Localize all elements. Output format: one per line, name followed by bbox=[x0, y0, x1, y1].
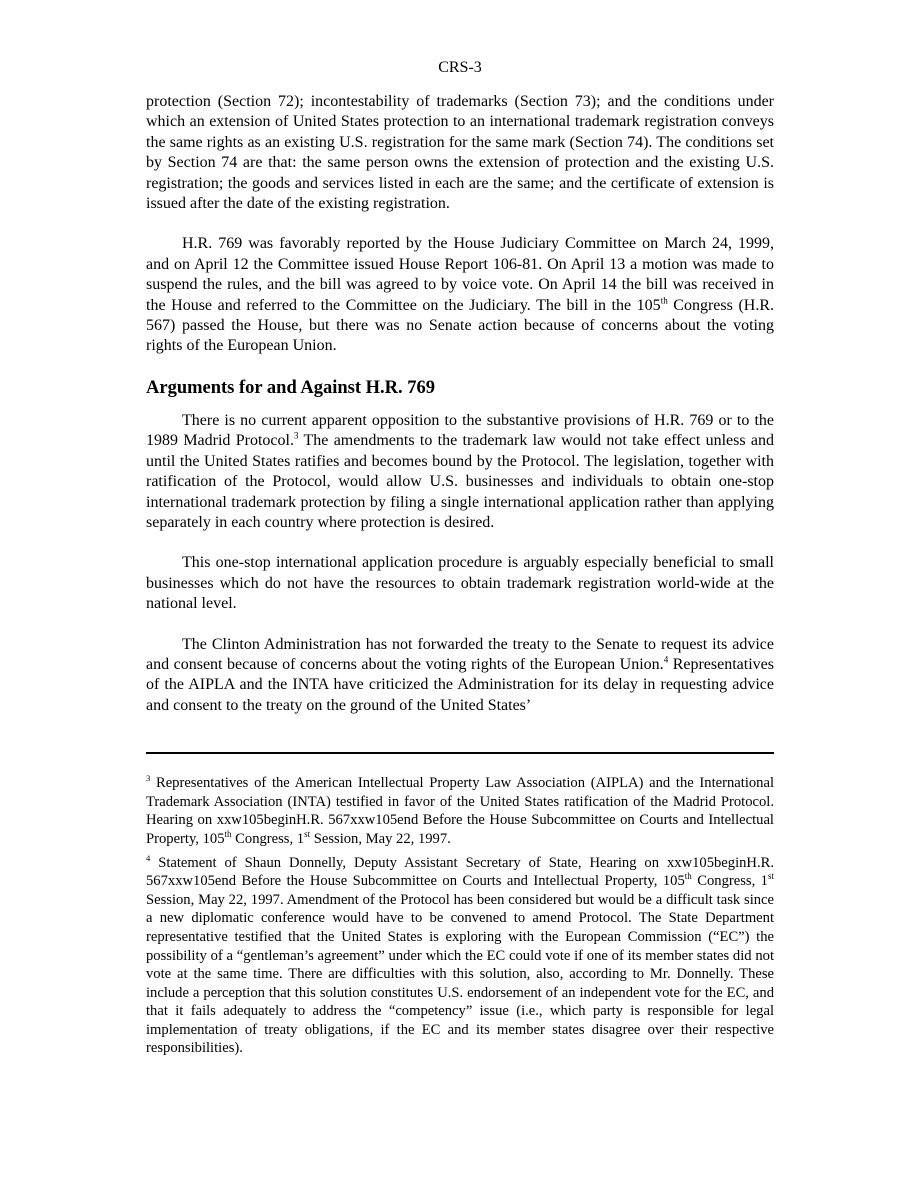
ordinal-superscript: th bbox=[224, 829, 232, 840]
paragraph-no-opposition bbox=[146, 411, 774, 533]
ordinal-superscript: st bbox=[304, 829, 311, 840]
footnote-text: Session, May 22, 1997. Amendment of the Protocol has been considered but would be a difficult task since a new diplomatic conference would have to be convened to amend Protocol. The State Department representative testified that the United States is exploring with the European Commission (“EC”) the possibility of a “gentleman’s agreement” under which the EC could vote if one of its member states did not vote at the same time. There are difficulties with this solution, also, according to Mr. Donnelly. These include a perception that this solution constitutes U.S. endorsement of an independent vote for the EC, and that it fails adequately to address the “competency” issue (i.e., which party is responsible for legal implementation of treaty obligations, if the EC and its member states disagree over their respective responsibilities). bbox=[146, 891, 774, 1057]
footnote-text: Session, May 22, 1997. bbox=[310, 830, 451, 847]
paragraph-hr769-history bbox=[146, 234, 774, 356]
paragraph-small-businesses bbox=[146, 553, 774, 614]
footnote-divider bbox=[146, 752, 774, 754]
paragraph-text: Congress (H.R. 567) passed the House, but there was no Senate action because of concerns about the voting rights of the European Union. bbox=[146, 296, 775, 355]
footnote-reference-3[interactable]: 3 bbox=[293, 430, 299, 441]
footnote-3 bbox=[146, 774, 774, 848]
paragraph-section-74-conditions bbox=[146, 92, 774, 214]
footnote-number: 4 bbox=[146, 852, 151, 863]
footnote-text: Congress, 1 bbox=[231, 830, 305, 847]
ordinal-superscript: th bbox=[684, 871, 692, 882]
paragraph-text: The Clinton Administration has not forwarded the treaty to the Senate to request its advice and consent because of concerns about the voting rights of the European Union. bbox=[146, 635, 774, 673]
ordinal-superscript: st bbox=[767, 871, 774, 882]
ordinal-superscript: th bbox=[660, 295, 668, 306]
paragraph-text: H.R. 769 was favorably reported by the House Judiciary Committee on March 24, 1999, and on April 12 the Committee issued House Report 106-81. On April 13 a motion was made to suspend the rules, and the bill was agreed to by voice vote. On April 14 the bill was received in the House and referred to the Committee on the Judiciary. The bill in the 105 bbox=[146, 235, 774, 314]
paragraph-text: This one-stop international application procedure is arguably especially beneficial to small businesses which do not have the resources to obtain trademark registration world-wide at the national level. bbox=[146, 554, 774, 613]
paragraph-text: There is no current apparent opposition to the substantive provisions of H.R. 769 or to the 1989 Madrid Protocol. bbox=[146, 411, 774, 450]
footnote-text: Statement of Shaun Donnelly, Deputy Assistant Secretary of State, Hearing on xxw105beginH.R. 567xxw105end Before the House Subcommittee on Courts and Intellectual Property, 105 bbox=[146, 854, 774, 890]
footnote-reference-4[interactable]: 4 bbox=[663, 654, 669, 665]
paragraph-text: The amendments to the trademark law would not take effect unless and until the United States ratifies and becomes bound by the Protocol. The legislation, together with ratification of the Protocol, would allow U.S. businesses and individuals to obtain one-stop international trademark protection by filing a single international application rather than applying separately in each country where protection is desired. bbox=[146, 432, 774, 531]
footnote-text: Congress, 1 bbox=[691, 873, 768, 890]
document-page bbox=[146, 0, 774, 1063]
footnote-text: Representatives of the American Intellectual Property Law Association (AIPLA) and the International Trademark Association (INTA) testified in favor of the United States ratification of the Madrid Protocol. Hearing on xxw105beginH.R. 567xxw105end Before the House Subcommittee on Courts and Intellectual Property, 105 bbox=[146, 775, 774, 847]
paragraph-text: Representatives of the AIPLA and the INTA have criticized the Administration for its delay in requesting advice and consent to the treaty on the ground of the United States’ bbox=[146, 655, 775, 714]
footnote-4 bbox=[146, 854, 774, 1059]
section-heading: Arguments for and Against H.R. 769 bbox=[146, 377, 435, 398]
paragraph-text: protection (Section 72); incontestability of trademarks (Section 73); and the conditions under which an extension of United States protection to an international trademark registration conveys the same rights as an existing U.S. registration for the same mark (Section 74). The conditions set by Section 74 are that: the same person owns the extension of protection and the existing U.S. registration; the goods and services listed in each are the same; and the certificate of extension is issued after the date of the existing registration. bbox=[146, 93, 774, 213]
page-number: CRS-3 bbox=[438, 59, 482, 76]
footnote-number: 3 bbox=[146, 773, 151, 784]
paragraph-clinton-administration bbox=[146, 635, 774, 717]
